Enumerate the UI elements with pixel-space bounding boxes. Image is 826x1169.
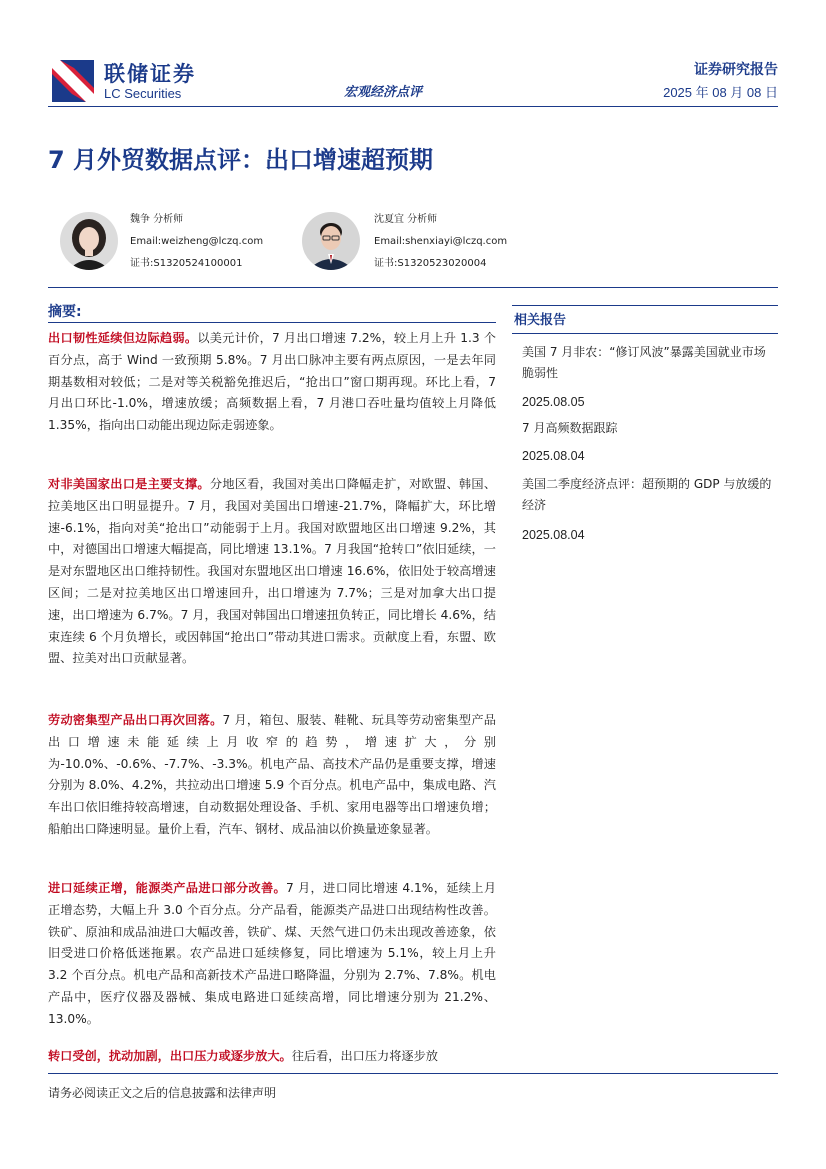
analyst-2-cert: 证书:S1320523020004 bbox=[374, 258, 487, 269]
sidebar-top-rule bbox=[512, 305, 778, 306]
footer-disclaimer: 请务必阅读正文之后的信息披露和法律声明 bbox=[48, 1086, 277, 1100]
summary-paragraph bbox=[48, 878, 496, 1031]
analyst-2-avatar bbox=[302, 212, 360, 270]
related-report-title[interactable]: 美国 7 月非农：“修订风波”暴露美国就业市场脆弱性 bbox=[522, 345, 766, 380]
summary-rule bbox=[48, 322, 496, 323]
header-divider bbox=[48, 106, 778, 107]
analyst-1-name: 魏争 分析师 bbox=[130, 214, 184, 225]
analyst-2-email[interactable]: Email:shenxiayi@lczq.com bbox=[374, 236, 508, 247]
summary-paragraph bbox=[48, 710, 496, 841]
analyst-1-email[interactable]: Email:weizheng@lczq.com bbox=[130, 236, 264, 247]
paragraph-lead: 进口延续正增，能源类产品进口部分改善。 bbox=[48, 881, 287, 895]
paragraph-body: 分地区看，我国对美出口降幅走扩，对欧盟、韩国、拉美地区出口明显提升。7 月，我国对美国出口增速-21.7%，降幅扩大，环比增速-6.1%，指向对美“抢出口”动能弱于上月。我国对欧盟地区出口增速 9.2%，其中，对德国出口增速大幅提高，同比增速 13.1%。7 月我国“抢转口”依旧延续，一是对东盟地区出口维持韧性。我国对东盟地区出口增速 16.6%，依旧处于较高增速区间；二是对拉美地区出口增速回升，出口增速为 7.7%；三是对加拿大出口提速，出口增速为 6.7%。7 月，我国对韩国出口增速扭负转正，同比增长 4.6%，结束连续 6 个月负增长，或因韩国“抢出口”带动其进口需求。贡献度上看，东盟、欧盟、拉美对出口贡献显著。 bbox=[48, 477, 497, 666]
related-report-date: 2025.08.04 bbox=[522, 449, 585, 463]
paragraph-lead: 对非美国家出口是主要支撑。 bbox=[48, 477, 210, 491]
paragraph-body: 7 月，箱包、服装、鞋靴、玩具等劳动密集型产品出口增速未能延续上月收窄的趋势，增速扩大，分别为-10.0%、-0.6%、-7.7%、-3.3%。机电产品、高技术产品仍是重要支撑，增速分别为 8.0%、4.2%，共拉动出口增速 5.9 个百分点。机电产品中，集成电路、汽车出口依旧维持较高增速，自动数据处理设备、手机、家用电器等出口增速负增；船舶出口降速明显。量价上看，汽车、钢材、成品油以价换量迹象显著。 bbox=[48, 713, 496, 836]
paragraph-body: 以美元计价，7 月出口增速 7.2%，较上月上升 1.3 个百分点，高于 Wind 一致预期 5.8%。7 月出口脉冲主要有两点原因，一是去年同期基数相对较低；二是对等关税豁免推迟后，“抢出口”窗口期再现。环比上看，7 月出口环比-1.0%，增速放缓；高频数据上看，7 月港口吞吐量均值较上月降低 1.35%，指向出口动能出现边际走弱迹象。 bbox=[48, 331, 496, 433]
related-report-title[interactable]: 7 月高频数据跟踪 bbox=[522, 421, 618, 435]
related-report-title[interactable]: 美国二季度经济点评：超预期的 GDP 与放缓的经济 bbox=[522, 477, 772, 512]
sidebar-heading-rule bbox=[512, 333, 778, 334]
related-reports-heading: 相关报告 bbox=[514, 313, 567, 328]
analyst-1-avatar bbox=[60, 212, 118, 270]
document-type: 证券研究报告 bbox=[694, 62, 778, 78]
summary-paragraph bbox=[48, 1046, 496, 1068]
analyst-divider bbox=[48, 287, 778, 288]
company-logo-icon bbox=[52, 60, 94, 102]
analyst-1-cert: 证书:S1320524100001 bbox=[130, 258, 243, 269]
paragraph-body: 往后看，出口压力将逐步放 bbox=[291, 1049, 438, 1063]
logo-english-name: LC Securities bbox=[104, 86, 182, 101]
analyst-2-name: 沈夏宜 分析师 bbox=[374, 214, 438, 225]
related-report-date: 2025.08.04 bbox=[522, 528, 585, 542]
paragraph-lead: 劳动密集型产品出口再次回落。 bbox=[48, 713, 223, 727]
logo-chinese-name: 联储证券 bbox=[104, 62, 196, 86]
related-report-date: 2025.08.05 bbox=[522, 395, 585, 409]
page-title: 7 月外贸数据点评：出口增速超预期 bbox=[48, 146, 434, 174]
report-category: 宏观经济点评 bbox=[344, 85, 423, 100]
summary-paragraph bbox=[48, 328, 496, 437]
paragraph-lead: 转口受创，扰动加剧，出口压力或逐步放大。 bbox=[48, 1049, 292, 1063]
summary-paragraph bbox=[48, 474, 496, 670]
paragraph-lead: 出口韧性延续但边际趋弱。 bbox=[48, 331, 198, 345]
report-date: 2025 年 08 月 08 日 bbox=[663, 85, 778, 100]
paragraph-body: 7 月，进口同比增速 4.1%，延续上月正增态势，大幅上升 3.0 个百分点。分产品看，能源类产品进口出现结构性改善。铁矿、原油和成品油进口大幅改善，铁矿、煤、天然气进口仍未出现改善迹象，依旧受进口价格低迷拖累。农产品进口延续修复，同比增速为 5.1%，较上月上升 3.2 个百分点。机电产品和高新技术产品进口略降温，分别为 2.7%、7.8%。机电产品中，医疗仪器及器械、集成电路进口延续高增，同比增速分别为 21.2%、13.0%。 bbox=[48, 881, 497, 1026]
summary-heading: 摘要: bbox=[48, 304, 82, 320]
footer-divider bbox=[48, 1073, 778, 1074]
